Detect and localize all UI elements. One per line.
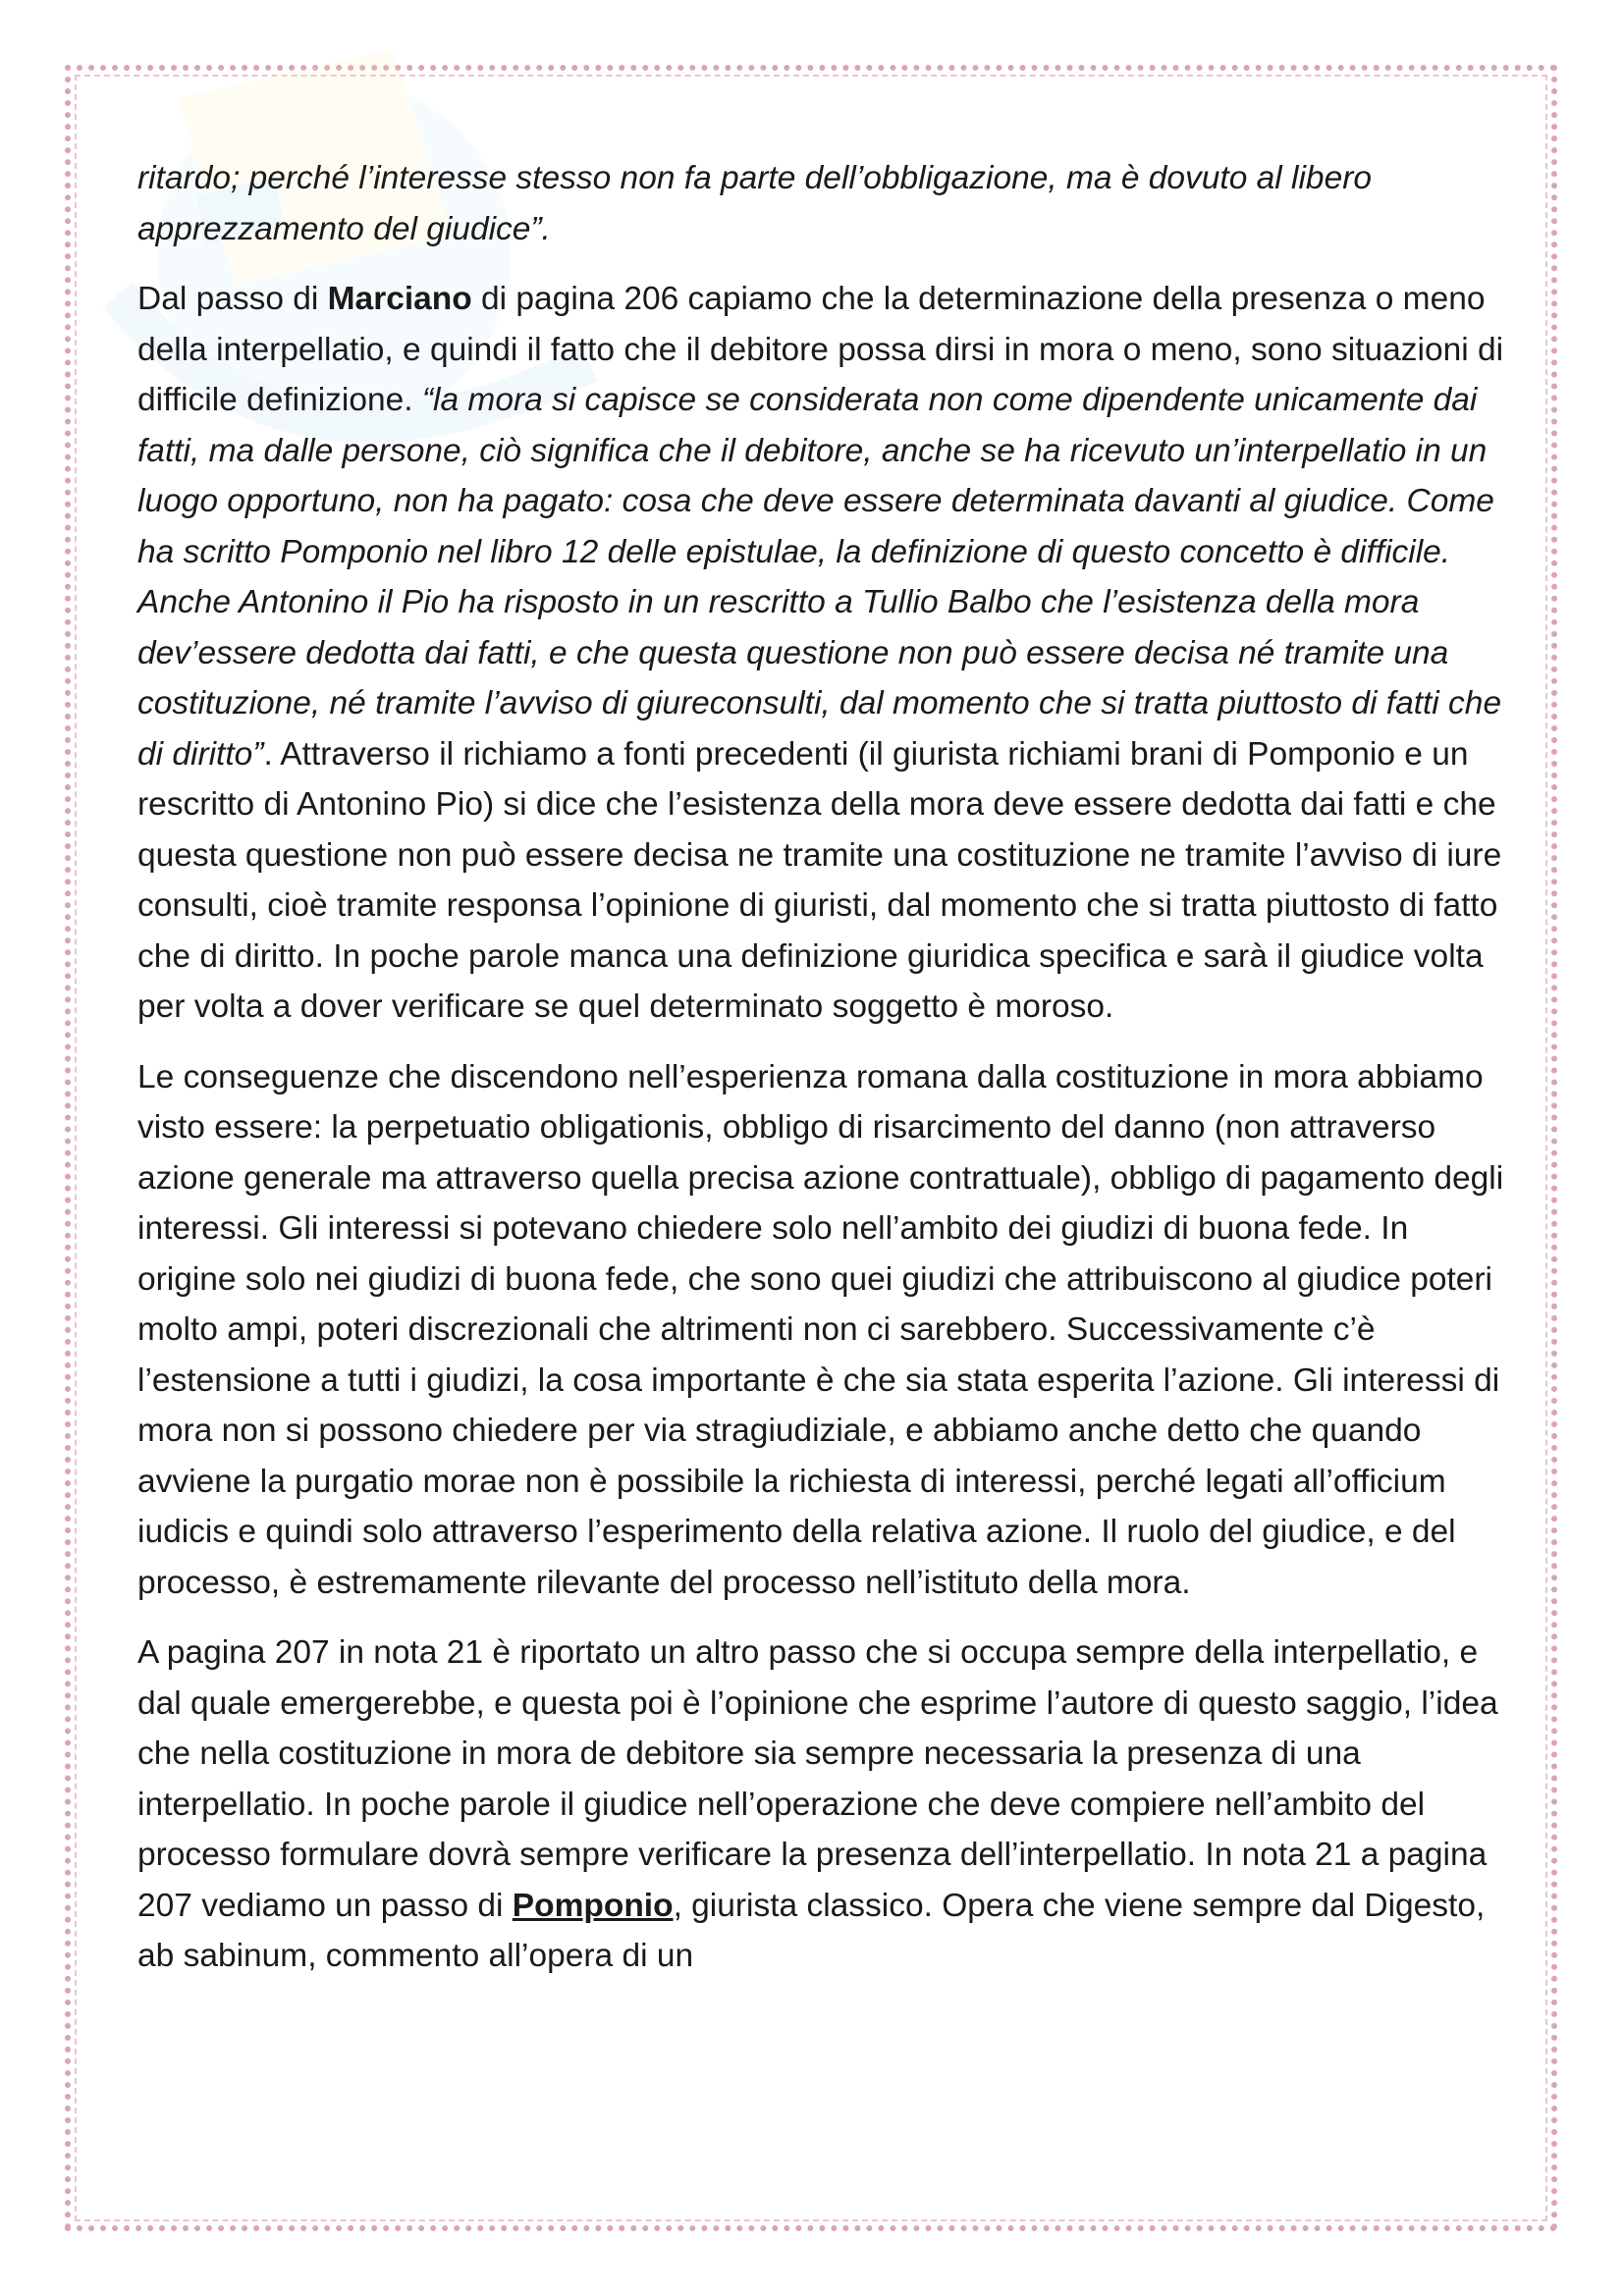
paragraph bbox=[137, 153, 1512, 254]
text-segment: A pagina 207 in nota 21 è riportato un altro passo che si occupa sempre della interpellatio, e dal quale emergerebbe, e questa poi è l’opinione che esprime l’autore di questo saggio, l’idea che nella costituzione in mora de debitore sia sempre necessaria la presenza di una interpellatio. In poche parole il giudice nell’operazione che deve compiere nell’ambito del processo formulare dovrà sempre verificare la presenza dell’interpellatio. In nota 21 a pagina 207 vediamo un passo di bbox=[137, 1634, 1498, 1924]
text-segment: Dal passo di bbox=[137, 281, 328, 317]
document-body bbox=[137, 153, 1512, 2002]
text-segment: Le conseguenze che discendono nell’esperienza romana dalla costituzione in mora abbiamo visto essere: la perpetuatio obligationis, obbligo di risarcimento del danno (non attraverso azione generale ma attraverso quella precisa azione contrattuale), obbligo di pagamento degli interessi. Gli interessi si potevano chiedere solo nell’ambito dei giudizi di buona fede. In origine solo nei giudizi di buona fede, che sono quei giudizi che attribuiscono al giudice poteri molto ampi, poteri discrezionali che altrimenti non ci sarebbero. Successivamente c’è l’estensione a tutti i giudizi, la cosa importante è che sia stata esperita l’azione. Gli interessi di mora non si possono chiedere per via stragiudiziale, e abbiamo anche detto che quando avviene la purgatio morae non è possibile la richiesta di interessi, perché legati all’officium iudicis e quindi solo attraverso l’esperimento della relativa azione. Il ruolo del giudice, e del processo, è estremamente rilevante del processo nell’istituto della mora. bbox=[137, 1058, 1504, 1601]
text-segment: Pomponio bbox=[512, 1887, 674, 1924]
paragraph bbox=[137, 1052, 1512, 1609]
text-segment: , giurista classico. Opera che viene sempre dal Digesto, ab sabinum, commento all’opera di un bbox=[137, 1887, 1486, 1974]
text-segment: di pagina 206 capiamo che la determinazione della presenza o meno della interpellatio, e quindi il fatto che il debitore possa dirsi in mora o meno, sono situazioni di difficile definizione. bbox=[137, 281, 1504, 418]
paragraph bbox=[137, 1628, 1512, 1982]
text-segment: ritardo; perché l’interesse stesso non fa parte dell’obbligazione, ma è dovuto al libero apprezzamento del giudice”. bbox=[137, 160, 1372, 247]
paragraph bbox=[137, 274, 1512, 1033]
text-segment: . Attraverso il richiamo a fonti precedenti (il giurista richiami brani di Pomponio e un rescritto di Antonino Pio) si dice che l’esistenza della mora deve essere dedotta dai fatti e che questa questione non può essere decisa ne tramite una costituzione ne tramite l’avviso di iure consulti, cioè tramite responsa l’opinione di giuristi, dal momento che si tratta piuttosto di fatto che di diritto. In poche parole manca una definizione giuridica specifica e sarà il giudice volta per volta a dover verificare se quel determinato soggetto è moroso. bbox=[137, 735, 1502, 1025]
text-segment: Marciano bbox=[327, 281, 472, 317]
text-segment: “la mora si capisce se considerata non come dipendente unicamente dai fatti, ma dalle persone, ciò significa che il debitore, anche se ha ricevuto un’interpellatio in un luogo opportuno, non ha pagato: cosa che deve essere determinata davanti al giudice. Come ha scritto Pomponio nel libro 12 delle epistulae, la definizione di questo concetto è difficile. Anche Antonino il Pio ha risposto in un rescritto a Tullio Balbo che l’esistenza della mora dev’essere dedotta dai fatti, e che questa questione non può essere decisa né tramite una costituzione, né tramite l’avviso di giureconsulti, dal momento che si tratta piuttosto di fatti che di diritto” bbox=[137, 382, 1502, 773]
